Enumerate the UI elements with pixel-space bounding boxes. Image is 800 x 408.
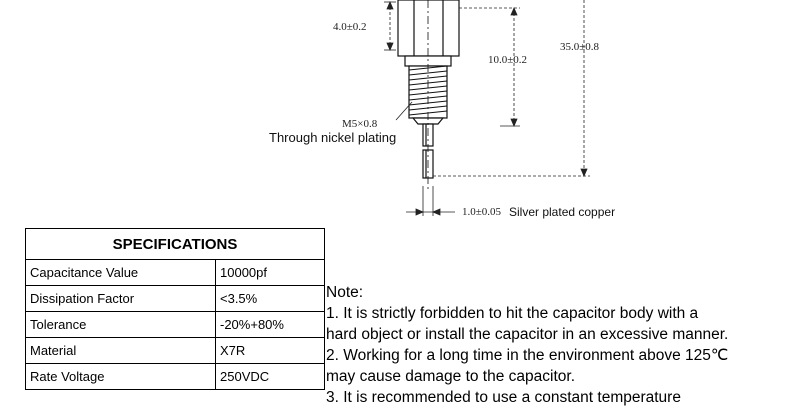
spec-label: Material	[26, 338, 216, 364]
dim-hex-height	[384, 2, 396, 50]
spec-value: -20%+80%	[216, 312, 325, 338]
specifications-title: SPECIFICATIONS	[26, 229, 325, 260]
spec-value: X7R	[216, 338, 325, 364]
note-line: hard object or install the capacitor in an excessive manner.	[326, 326, 729, 343]
table-row	[26, 338, 325, 364]
dim-thread-length	[459, 8, 520, 126]
spec-label: Tolerance	[26, 312, 216, 338]
pin-note-label: Silver plated copper	[509, 205, 616, 219]
note-line: may cause damage to the capacitor.	[326, 368, 576, 385]
table-row	[26, 364, 325, 390]
spec-value: 250VDC	[216, 364, 325, 390]
thread-note-label: Through nickel plating	[269, 130, 397, 145]
table-row	[26, 286, 325, 312]
table-row	[26, 260, 325, 286]
dim-pin	[406, 186, 455, 216]
note-line: 2. Working for a long time in the environment above 125℃	[326, 347, 729, 364]
dim-thread-length-label: 10.0±0.2	[488, 54, 528, 66]
hex-nut	[398, 0, 459, 56]
pin-dim-label: 1.0±0.05	[462, 206, 502, 218]
notes-heading: Note:	[326, 284, 364, 301]
table-row	[26, 312, 325, 338]
spec-value: 10000pf	[216, 260, 325, 286]
thread-spec-label: M5×0.8	[342, 118, 378, 130]
dim-total-length-label: 35.0±0.8	[560, 41, 600, 53]
dim-hex-height-label: 4.0±0.2	[333, 21, 367, 33]
spec-value: <3.5%	[216, 286, 325, 312]
note-line: 1. It is strictly forbidden to hit the capacitor body with a	[326, 305, 699, 322]
spec-label: Dissipation Factor	[26, 286, 216, 312]
notes-section	[326, 282, 796, 408]
spec-label: Capacitance Value	[26, 260, 216, 286]
spec-label: Rate Voltage	[26, 364, 216, 390]
note-line: 3. It is recommended to use a constant temperature	[326, 389, 681, 406]
specifications-table	[25, 228, 325, 390]
